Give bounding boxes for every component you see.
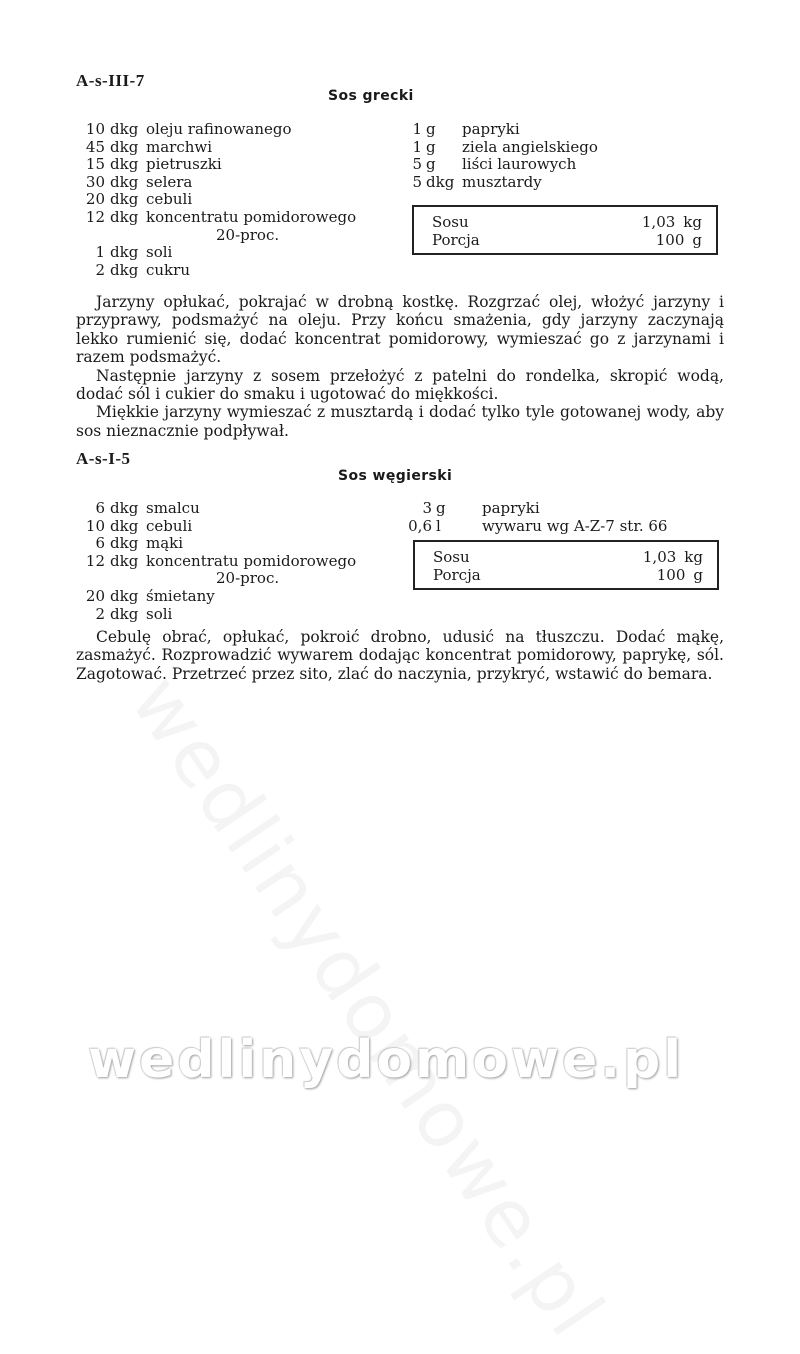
ingredient-row: 6 dkg smalcu <box>95 499 200 517</box>
ingredient-row: 1 g papryki <box>412 120 520 138</box>
ingredient-row: 5 g liści laurowych <box>412 155 577 174</box>
recipe1-instructions <box>76 293 724 440</box>
recipe1-ingredients-right <box>400 121 700 191</box>
ingredient-row: 20-proc. <box>216 225 280 244</box>
instruction-paragraph: Cebulę obrać, opłukać, pokroić drobno, udusić na tłuszczu. Dodać mąkę, zasmażyć. Rozprowadzić wywarem dodając koncentrat pomidorowy, paprykę, sól. Zagotować. Przetrzeć przez sito, zlać do naczynia, przykryć, wstawić do bemara. <box>76 628 724 683</box>
ingredient-row: 2 dkg soli <box>95 604 173 623</box>
diagonal-watermark <box>113 660 622 1354</box>
ingredient-row: 12 dkg koncentratu pomidorowego <box>85 551 357 570</box>
ingredient-row: 20 dkg śmietany <box>85 586 215 605</box>
recipe2-title: Sos węgierski <box>338 468 453 484</box>
ingredient-row: 0,6 l wywaru wg A-Z-7 str. 66 <box>408 516 668 535</box>
yield-row: Sosu 1,03 kg <box>433 548 703 566</box>
instruction-paragraph: Jarzyny opłukać, pokrajać w drobną kostkę. Rozgrzać olej, włożyć jarzyny i przyprawy, podsmażyć na oleju. Przy końcu smażenia, gdy jarzyny zaczynają lekko rumienić się, dodać koncentrat pomidorowy, wymieszać go z jarzynami i razem podsmażyć. <box>76 293 724 367</box>
ingredient-row: 6 dkg mąki <box>95 534 184 553</box>
ingredient-row: 1 dkg soli <box>95 243 173 262</box>
recipe2-ingredients-right <box>408 500 728 535</box>
ingredient-row: 45 dkg marchwi <box>85 137 213 156</box>
ingredient-row: 20 dkg cebuli <box>85 190 193 209</box>
ingredient-row: 30 dkg selera <box>85 172 193 191</box>
ingredient-row: 15 dkg pietruszki <box>85 155 222 174</box>
recipe1-ingredients-left <box>72 121 378 279</box>
yield-row: Porcja 100 g <box>433 566 703 584</box>
recipe1-code: A-s-III-7 <box>76 71 145 90</box>
recipe2-ingredients-left <box>72 500 384 623</box>
ingredient-row: 1 g ziela angielskiego <box>412 137 598 156</box>
ingredient-row: 12 dkg koncentratu pomidorowego <box>85 207 357 226</box>
ingredient-row: 2 dkg cukru <box>95 260 190 279</box>
ingredient-row: 5 dkg musztardy <box>412 172 542 191</box>
instruction-paragraph: Miękkie jarzyny wymieszać z musztardą i dodać tylko tyle gotowanej wody, aby sos nieznacznie podpływał. <box>76 403 724 440</box>
ingredient-row: 3 g papryki <box>422 499 540 517</box>
recipe2-code: A-s-I-5 <box>76 449 131 468</box>
recipe1-yield-box <box>412 205 718 255</box>
ingredient-row: 20-proc. <box>216 569 280 588</box>
ingredient-row: 10 dkg oleju rafinowanego <box>85 120 292 138</box>
bottom-watermark: wedlinydomowe.pl <box>88 1030 685 1090</box>
recipe2-instructions <box>76 628 724 683</box>
instruction-paragraph: Następnie jarzyny z sosem przełożyć z patelni do rondelka, skropić wodą, dodać sól i cukier do smaku i ugotować do miękkości. <box>76 366 724 404</box>
yield-row: Porcja 100 g <box>432 231 702 249</box>
recipe1-title: Sos grecki <box>328 88 414 104</box>
recipe2-yield-box <box>413 540 719 590</box>
yield-row: Sosu 1,03 kg <box>432 213 702 231</box>
ingredient-row: 10 dkg cebuli <box>85 516 193 535</box>
